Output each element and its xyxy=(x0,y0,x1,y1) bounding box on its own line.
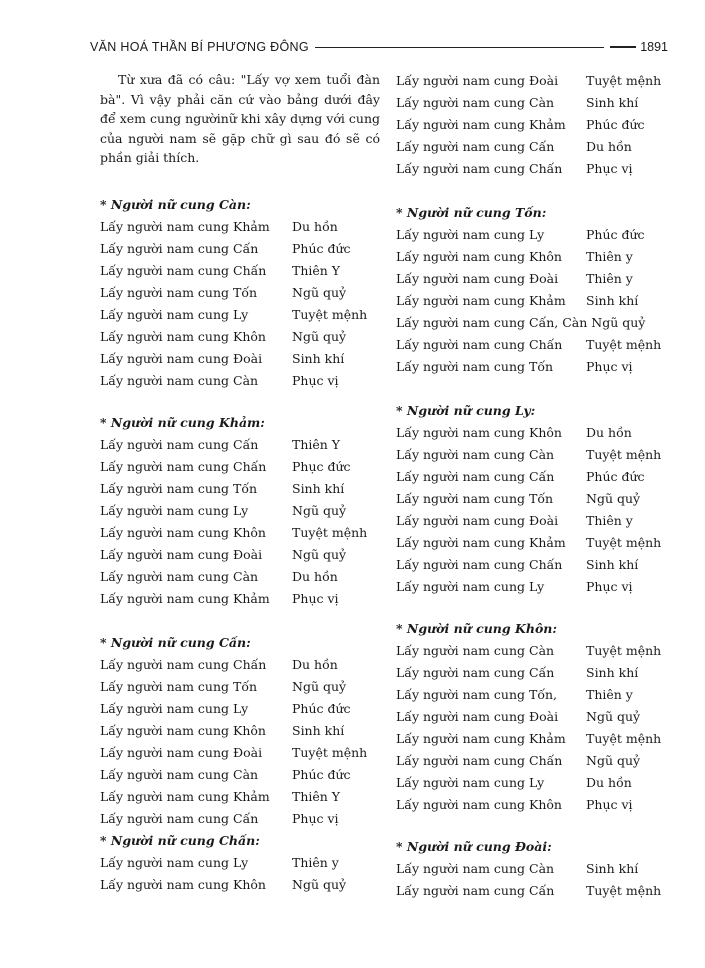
result-star: Du hồn xyxy=(586,139,632,154)
table-row xyxy=(396,224,671,246)
husband-gua: Lấy người nam cung Khảm xyxy=(100,788,270,804)
table-row xyxy=(100,544,380,566)
result-star: Tuyệt mệnh xyxy=(292,524,368,540)
table-row xyxy=(396,858,671,880)
table-row xyxy=(100,434,380,456)
section xyxy=(396,598,671,816)
left-column xyxy=(100,70,380,896)
husband-gua: Lấy người nam cung Càn xyxy=(396,861,555,876)
table-row xyxy=(396,246,671,268)
husband-gua: Lấy người nam cung Khảm xyxy=(100,590,270,606)
section-gap xyxy=(396,378,671,400)
table-row xyxy=(100,698,380,720)
husband-gua: Lấy người nam cung Ly xyxy=(396,227,545,242)
section-title: * Người nữ cung Khảm: xyxy=(100,414,265,430)
section-title: * Người nữ cung Khôn: xyxy=(396,621,557,636)
table-row xyxy=(396,268,671,290)
table-row xyxy=(396,158,671,180)
husband-gua: Lấy người nam cung Khảm xyxy=(396,117,566,132)
result-star: Tuyệt mệnh xyxy=(586,73,662,88)
table-row xyxy=(396,554,671,576)
table-row xyxy=(100,326,380,348)
table-row xyxy=(396,356,671,378)
result-star: Thiên Y xyxy=(292,436,341,452)
table-row xyxy=(100,348,380,370)
section xyxy=(100,194,380,392)
table-row xyxy=(100,786,380,808)
table-row xyxy=(396,532,671,554)
table-row xyxy=(396,750,671,772)
husband-gua: Lấy người nam cung Càn xyxy=(396,643,555,658)
result-star: Thiên y xyxy=(292,854,339,870)
section-gap xyxy=(100,392,380,412)
husband-gua: Lấy người nam cung Ly xyxy=(396,775,545,790)
table-row xyxy=(100,456,380,478)
husband-gua: Lấy người nam cung Đoài xyxy=(100,744,263,760)
table-row xyxy=(100,654,380,676)
result-star: Sinh khí xyxy=(586,665,639,680)
table-row xyxy=(100,566,380,588)
result-star: Ngũ quỷ xyxy=(586,491,641,506)
section-title: * Người nữ cung Tốn: xyxy=(396,205,547,220)
section xyxy=(100,610,380,830)
husband-gua: Lấy người nam cung Tốn xyxy=(100,480,258,496)
table-row xyxy=(100,282,380,304)
result-star: Phục vị xyxy=(292,590,339,606)
table-row xyxy=(100,238,380,260)
result-star: Phục đức xyxy=(292,458,351,474)
table-row xyxy=(100,764,380,786)
result-star: Ngũ quỷ xyxy=(292,876,347,892)
table-row xyxy=(396,794,671,816)
left-sections xyxy=(100,194,380,896)
result-star: Du hồn xyxy=(586,775,632,790)
husband-gua: Lấy người nam cung Khôn xyxy=(396,249,562,264)
result-star: Tuyệt mệnh xyxy=(292,744,368,760)
husband-gua: Lấy người nam cung Ly xyxy=(100,502,249,518)
husband-gua: Lấy người nam cung Tốn xyxy=(100,678,258,694)
result-star: Du hồn xyxy=(292,568,338,584)
husband-gua: Lấy người nam cung Ly xyxy=(100,700,249,716)
husband-gua: Lấy người nam cung Đoài xyxy=(100,350,263,366)
result-star: Thiên y xyxy=(586,271,633,286)
table-row xyxy=(100,500,380,522)
section-title: * Người nữ cung Đoài: xyxy=(396,839,552,854)
husband-gua: Lấy người nam cung Khảm xyxy=(396,535,566,550)
section-gap xyxy=(396,180,671,202)
result-star: Phục vị xyxy=(586,797,633,812)
table-row xyxy=(100,852,380,874)
table-row xyxy=(396,662,671,684)
husband-gua: Lấy người nam cung Chấn xyxy=(396,337,563,352)
section-title: * Người nữ cung Cấn: xyxy=(100,634,251,650)
table-row xyxy=(396,334,671,356)
result-star: Phúc đức xyxy=(292,240,351,256)
section-gap xyxy=(396,598,671,618)
result-star: Sinh khí xyxy=(586,557,639,572)
result-star: Sinh khí xyxy=(586,861,639,876)
result-star: Phúc đức xyxy=(586,469,645,484)
husband-gua: Lấy người nam cung Cấn xyxy=(396,883,555,898)
table-row xyxy=(396,114,671,136)
husband-gua: Lấy người nam cung Tốn, xyxy=(396,687,558,702)
husband-gua: Lấy người nam cung Càn xyxy=(100,766,259,782)
table-row xyxy=(100,676,380,698)
husband-gua: Lấy người nam cung Càn xyxy=(396,447,555,462)
husband-gua: Lấy người nam cung Chấn xyxy=(100,656,267,672)
table-row xyxy=(396,312,671,334)
table-row xyxy=(100,216,380,238)
continued-list xyxy=(396,70,671,180)
husband-gua: Lấy người nam cung Khôn xyxy=(396,425,562,440)
section-title: * Người nữ cung Càn: xyxy=(100,196,251,212)
result-star: Du hồn xyxy=(292,656,338,672)
table-row xyxy=(396,728,671,750)
table-row xyxy=(396,576,671,598)
table-row xyxy=(396,466,671,488)
result-star: Sinh khí xyxy=(292,350,345,366)
husband-gua: Lấy người nam cung Khôn xyxy=(100,524,266,540)
table-row xyxy=(100,742,380,764)
result-star: Ngũ quỷ xyxy=(292,678,347,694)
header-rule-accent xyxy=(610,46,636,48)
result-star: Phục vị xyxy=(586,161,633,176)
table-row xyxy=(396,70,671,92)
page-number: 1891 xyxy=(640,40,668,54)
table-row xyxy=(396,92,671,114)
husband-gua: Lấy người nam cung Đoài xyxy=(100,546,263,562)
result-star: Sinh khí xyxy=(292,722,345,738)
husband-gua: Lấy người nam cung Khôn xyxy=(396,797,562,812)
result-star: Thiên Y xyxy=(292,788,341,804)
result-star: Ngũ quỷ xyxy=(292,328,347,344)
section-title: * Người nữ cung Ly: xyxy=(396,403,536,418)
husband-gua: Lấy người nam cung Càn xyxy=(396,95,555,110)
result-star: Phục vị xyxy=(586,359,633,374)
husband-gua: Lấy người nam cung Chấn xyxy=(396,753,563,768)
section xyxy=(100,830,380,896)
husband-gua: Lấy người nam cung Cấn, Càn Ngũ quỷ xyxy=(396,315,646,330)
husband-gua: Lấy người nam cung Cấn xyxy=(396,469,555,484)
husband-gua: Lấy người nam cung Ly xyxy=(100,306,249,322)
result-star: Tuyệt mệnh xyxy=(586,731,662,746)
result-star: Phúc đức xyxy=(292,700,351,716)
result-star: Phục vị xyxy=(292,372,339,388)
result-star: Ngũ quỷ xyxy=(292,284,347,300)
table-row xyxy=(396,488,671,510)
result-star: Thiên y xyxy=(586,249,633,264)
husband-gua: Lấy người nam cung Khảm xyxy=(396,731,566,746)
husband-gua: Lấy người nam cung Ly xyxy=(396,579,545,594)
running-header xyxy=(90,38,668,56)
husband-gua: Lấy người nam cung Đoài xyxy=(396,709,559,724)
section xyxy=(100,392,380,610)
result-star: Sinh khí xyxy=(586,95,639,110)
husband-gua: Lấy người nam cung Chấn xyxy=(396,161,563,176)
table-row xyxy=(100,874,380,896)
book-title: VĂN HOÁ THẦN BÍ PHƯƠNG ĐÔNG xyxy=(90,40,309,54)
result-star: Thiên y xyxy=(586,687,633,702)
result-star: Sinh khí xyxy=(292,480,345,496)
table-row xyxy=(396,290,671,312)
table-row xyxy=(100,304,380,326)
result-star: Phục vị xyxy=(586,579,633,594)
result-star: Ngũ quỷ xyxy=(292,546,347,562)
section-gap xyxy=(396,816,671,836)
husband-gua: Lấy người nam cung Cấn xyxy=(396,665,555,680)
husband-gua: Lấy người nam cung Tốn xyxy=(396,359,554,374)
table-row xyxy=(100,808,380,830)
section xyxy=(396,180,671,378)
husband-gua: Lấy người nam cung Chấn xyxy=(100,262,267,278)
section-title: * Người nữ cung Chấn: xyxy=(100,832,260,848)
result-star: Du hồn xyxy=(586,425,632,440)
table-row xyxy=(396,136,671,158)
husband-gua: Lấy người nam cung Khảm xyxy=(100,218,270,234)
table-row xyxy=(396,444,671,466)
husband-gua: Lấy người nam cung Đoài xyxy=(396,513,559,528)
table-row xyxy=(396,706,671,728)
table-row xyxy=(396,422,671,444)
result-star: Tuyệt mệnh xyxy=(586,643,662,658)
table-row xyxy=(396,684,671,706)
table-row xyxy=(396,510,671,532)
result-star: Du hồn xyxy=(292,218,338,234)
result-star: Phúc đức xyxy=(292,766,351,782)
result-star: Phục vị xyxy=(292,810,339,826)
section-gap xyxy=(100,610,380,632)
table-row xyxy=(100,588,380,610)
section xyxy=(396,378,671,598)
husband-gua: Lấy người nam cung Cấn xyxy=(100,240,259,256)
husband-gua: Lấy người nam cung Ly xyxy=(100,854,249,870)
result-star: Phúc đức xyxy=(586,117,645,132)
table-row xyxy=(100,720,380,742)
result-star: Ngũ quỷ xyxy=(586,709,641,724)
husband-gua: Lấy người nam cung Khôn xyxy=(100,328,266,344)
table-row xyxy=(396,640,671,662)
result-star: Ngũ quỷ xyxy=(586,753,641,768)
right-sections xyxy=(396,180,671,902)
table-row xyxy=(100,260,380,282)
result-star: Tuyệt mệnh xyxy=(586,883,662,898)
table-row xyxy=(396,772,671,794)
table-row xyxy=(100,522,380,544)
result-star: Thiên y xyxy=(586,513,633,528)
husband-gua: Lấy người nam cung Đoài xyxy=(396,73,559,88)
husband-gua: Lấy người nam cung Cấn xyxy=(100,810,259,826)
table-row xyxy=(396,880,671,902)
result-star: Tuyệt mệnh xyxy=(586,535,662,550)
result-star: Tuyệt mệnh xyxy=(292,306,368,322)
section xyxy=(396,816,671,902)
husband-gua: Lấy người nam cung Khôn xyxy=(100,876,266,892)
result-star: Ngũ quỷ xyxy=(292,502,347,518)
result-star: Sinh khí xyxy=(586,293,639,308)
husband-gua: Lấy người nam cung Đoài xyxy=(396,271,559,286)
husband-gua: Lấy người nam cung Khảm xyxy=(396,293,566,308)
result-star: Thiên Y xyxy=(292,262,341,278)
husband-gua: Lấy người nam cung Chấn xyxy=(100,458,267,474)
husband-gua: Lấy người nam cung Chấn xyxy=(396,557,563,572)
result-star: Tuyệt mệnh xyxy=(586,447,662,462)
result-star: Phúc đức xyxy=(586,227,645,242)
result-star: Tuyệt mệnh xyxy=(586,337,662,352)
husband-gua: Lấy người nam cung Cấn xyxy=(100,436,259,452)
table-row xyxy=(100,478,380,500)
husband-gua: Lấy người nam cung Tốn xyxy=(100,284,258,300)
header-rule xyxy=(315,47,604,48)
husband-gua: Lấy người nam cung Tốn xyxy=(396,491,554,506)
table-row xyxy=(100,370,380,392)
intro-paragraph: Từ xưa đã có câu: "Lấy vợ xem tuổi đàn bà". Vì vậy phải căn cứ vào bảng dưới đây để xem cung ngườinữ khi xây dựng với cung của người nam sẽ gặp chữ gì sau đó sẽ có phần giải thích. xyxy=(100,72,380,165)
husband-gua: Lấy người nam cung Cấn xyxy=(396,139,555,154)
husband-gua: Lấy người nam cung Càn xyxy=(100,372,259,388)
husband-gua: Lấy người nam cung Càn xyxy=(100,568,259,584)
right-column xyxy=(396,70,671,902)
husband-gua: Lấy người nam cung Khôn xyxy=(100,722,266,738)
